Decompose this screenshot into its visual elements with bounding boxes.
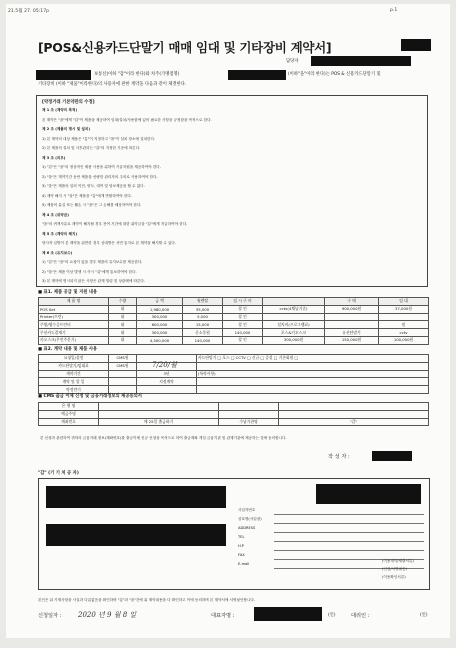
table-cell: (특약사항) bbox=[197, 370, 429, 378]
cms-extra-cell bbox=[219, 403, 279, 411]
seal-mark: (인) bbox=[328, 613, 336, 618]
party-field-label: FAX bbox=[238, 553, 245, 557]
date-label: 신청일자 : bbox=[38, 613, 62, 619]
table-row bbox=[39, 403, 429, 411]
table-cell: 35,000 bbox=[183, 305, 223, 313]
table-cell: 대 bbox=[109, 305, 137, 313]
terms-line: 3) 본 계약에 명시되지 않은 사항은 관계 법령 및 상관례에 따른다. bbox=[42, 279, 146, 283]
table-cell: 100,000원 bbox=[379, 336, 429, 344]
table-row bbox=[39, 355, 429, 363]
table-cell: 300,000 bbox=[137, 329, 183, 337]
terms-line: 2) "을"은 제품 이상 발생 시 즉시 "갑"에게 통보하여야 한다. bbox=[42, 269, 137, 274]
cms-extra-cell bbox=[219, 410, 279, 418]
table-cell: POS Set bbox=[39, 305, 109, 313]
terms-line: 제 6 조 (유지보수) bbox=[42, 250, 73, 255]
field-underline bbox=[274, 541, 424, 542]
intro-line-3: 기타장비 (이하 "제품"이라한다)의 사용자에 관한 계약을 다음과 같이 체결한다. bbox=[38, 82, 187, 87]
party-field-label: ADDRESS bbox=[238, 526, 256, 530]
contract-table bbox=[38, 354, 429, 394]
contract-page bbox=[6, 4, 450, 638]
cms-value-cell: 매 25일 출금하기 bbox=[99, 418, 219, 426]
redaction-block bbox=[401, 39, 431, 51]
table1-caption: ■ 표1. 제품 공급 및 지원 내용 bbox=[38, 290, 98, 295]
table-cell: 키오스크(무인주문기) bbox=[39, 336, 109, 344]
table-cell: 카드단말기 □ 포스 □ CCTV □ 신규 □ 증설 □ 기존회원 □ bbox=[197, 355, 429, 363]
table-cell: 유선단말기 bbox=[325, 329, 379, 337]
table-cell: 300,000 bbox=[137, 313, 183, 321]
intro-line-2: (이하"을"이라 한다)는 POS & 신용카드단말기 및 bbox=[288, 72, 381, 77]
table-cell: 150,000원 bbox=[325, 336, 379, 344]
table-cell bbox=[325, 313, 379, 321]
terms-line: 제 1 조 (계약의 목적) bbox=[42, 108, 78, 112]
terms-line: "을"의 귀책사유로 계약이 해지될 경우 잔여 기간에 대한 위약금을 "갑"에게 지급하여야 한다. bbox=[42, 222, 188, 226]
redaction-block bbox=[36, 70, 91, 80]
table-header-cell: 수량 bbox=[109, 298, 137, 306]
redaction-block bbox=[372, 451, 412, 461]
table-cell: Printer(프린) bbox=[39, 313, 109, 321]
table-cell: 포스&키오스크 bbox=[263, 329, 325, 337]
terms-box bbox=[36, 95, 428, 287]
table-row bbox=[39, 370, 429, 378]
field-underline bbox=[274, 550, 424, 551]
table-cell: cctv bbox=[379, 329, 429, 337]
terms-line: 당사자 일방이 본 계약을 위반한 경우 상대방은 서면 통지로 본 계약을 해지할 수 있다. bbox=[42, 241, 177, 245]
party-check-note: (이용확인서류) bbox=[382, 575, 406, 579]
table-header-cell: 제 품 명 bbox=[39, 298, 109, 306]
cms-label-cell: 계좌번호 bbox=[39, 418, 99, 426]
field-underline bbox=[274, 523, 424, 524]
table-header-cell: 금 액 bbox=[137, 298, 183, 306]
table-row bbox=[39, 305, 429, 313]
terms-line: 제 4 조 (위약금) bbox=[42, 212, 69, 217]
table-cell: 대 bbox=[109, 336, 137, 344]
table-cell: 140,000 bbox=[183, 336, 223, 344]
table-cell: 대 bbox=[109, 313, 137, 321]
table-header-cell bbox=[263, 298, 325, 306]
party-check-note: (이용계약/제출서류) bbox=[382, 559, 414, 563]
terms-line: 2) 본 제품의 설치 및 사후관리는 "갑"의 지정한 기준에 따른다. bbox=[42, 146, 141, 150]
table-cell: 설치비(프로그램료) bbox=[263, 321, 325, 329]
table-header-cell: 구 매 bbox=[325, 298, 379, 306]
redaction-block bbox=[46, 524, 226, 546]
cms-table bbox=[38, 402, 429, 426]
cms-extra-cell bbox=[279, 410, 429, 418]
cms-value-cell bbox=[99, 410, 219, 418]
terms-line: 2) "을"은 계약기간 동안 제품을 선량한 관리자의 주의로 사용하여야 한다. bbox=[42, 174, 158, 179]
table-cell: 지정계약 bbox=[137, 378, 197, 386]
table-cell: 약정만기 bbox=[39, 386, 109, 394]
party-field-label: 상호명(사업장) bbox=[238, 517, 262, 521]
terms-line: 제 2 조 (제품의 명시 및 설치) bbox=[42, 127, 91, 131]
handwritten-date: 7/20/월 bbox=[152, 361, 177, 369]
table-cell: 할 인 bbox=[223, 321, 263, 329]
terms-line: 5) 제품의 분실 또는 훼손 시 "을"은 그 손해를 배상하여야 한다. bbox=[42, 203, 142, 207]
table-cell: 중소후원 bbox=[183, 329, 223, 337]
fax-page-number: p.1 bbox=[390, 8, 398, 13]
table-header-cell: 임 대 bbox=[379, 298, 429, 306]
table-cell: CMS원 bbox=[109, 362, 137, 370]
cms-extra-cell: "갑" bbox=[279, 418, 429, 426]
party-field-label: E-mail bbox=[238, 562, 250, 566]
table-cell: 할 인 bbox=[223, 313, 263, 321]
party-check-note: (인감/서명필증) bbox=[382, 567, 407, 571]
table-cell: 4,500,000 bbox=[137, 336, 183, 344]
redaction-block bbox=[316, 484, 421, 504]
table-row bbox=[39, 336, 429, 344]
product-table bbox=[38, 297, 429, 345]
table-cell bbox=[137, 386, 197, 394]
table-row bbox=[39, 329, 429, 337]
table2-caption: ■ 표2. 계약 내용 및 제품 사용 bbox=[38, 347, 98, 352]
party-field-label: H.P bbox=[238, 544, 244, 548]
agent-label: 대리인 : bbox=[351, 613, 370, 619]
terms-line: 3) "을"은 제품의 임의 이전, 양도, 대여 및 담보제공을 할 수 없다. bbox=[42, 184, 145, 188]
table-cell: CMS원 bbox=[109, 355, 137, 363]
cms-value-cell bbox=[99, 403, 219, 411]
table-header-cell: 임 시 구 비 bbox=[223, 298, 263, 306]
table-cell: 300,000원 bbox=[263, 336, 325, 344]
date-value: 2020 년 9 월 8 일 bbox=[78, 611, 137, 619]
table-header-cell: 월렌탈 bbox=[183, 298, 223, 306]
table-cell: 카드단말기/임대료 bbox=[39, 362, 109, 370]
table-row bbox=[39, 362, 429, 370]
footer-statement: 본인은 위 기재사항을 사실과 다름없음을 확인하며 "갑"과 "을"간에 위 계약내용을 다 확인하고 이에 동의하며 본 계약서에 서명날인합니다. bbox=[38, 598, 255, 602]
terms-line: 1) 본 계약의 대상 제품은 "갑"이 지정하고 "을"이 설치 장소에 설치한다. bbox=[42, 136, 156, 141]
party-field-label: TEL bbox=[238, 535, 245, 539]
table-cell bbox=[197, 362, 429, 370]
document-title: [POS&신용카드단말기 매매 임대 및 기타장비 계약서] bbox=[38, 40, 332, 55]
table-cell: 37,000원 bbox=[379, 305, 429, 313]
representative-label: 대표자명 : bbox=[211, 613, 235, 619]
table-cell bbox=[197, 378, 429, 386]
table-cell bbox=[263, 313, 325, 321]
table-row bbox=[39, 313, 429, 321]
terms-line: 제 3 조 (의무) bbox=[42, 155, 66, 160]
terms-line: 1) "갑"은 "을"의 정상적인 제품 사용을 위하여 기술지원을 제공하여야 한다. bbox=[42, 165, 161, 169]
table-cell: 15,000 bbox=[183, 321, 223, 329]
table-cell: 주방/영수증프린터 bbox=[39, 321, 109, 329]
party-field-label: 사업자번호 bbox=[238, 508, 256, 512]
table-cell bbox=[379, 313, 429, 321]
redaction-block bbox=[46, 486, 226, 508]
terms-line: 1) "갑"은 "을"의 요청이 있을 경우 제품의 유지보수를 제공한다. bbox=[42, 260, 143, 264]
table-cell bbox=[197, 386, 429, 394]
table-cell: 대 bbox=[109, 321, 137, 329]
table-cell: 요청일/결정 bbox=[39, 355, 109, 363]
fax-header: 21.5월 27. 05:17p bbox=[8, 9, 50, 14]
table-cell: 5,000 bbox=[183, 313, 223, 321]
table-cell: 3년 bbox=[137, 370, 197, 378]
table-cell: 1,980,000 bbox=[137, 305, 183, 313]
table-cell: 계약기간 bbox=[39, 370, 109, 378]
cms-label-cell: 은 행 명 bbox=[39, 403, 99, 411]
terms-line: 본 계약은 "을"에게 "갑"이 제품을 제공하여 임대/설치/사용함에 있어 필요한 사항을 규정함을 목적으로 한다. bbox=[42, 117, 212, 122]
table-cell: cctv(4채널기준) bbox=[263, 305, 325, 313]
table-cell bbox=[109, 378, 137, 386]
intro-line-1: 보통신(이하 "갑"이라 한다)와 차주(가맹점명) bbox=[94, 72, 180, 77]
table-cell: 할 인 bbox=[223, 305, 263, 313]
terms-heading: [약정거래 기본약관의 수정] bbox=[42, 100, 95, 105]
table-cell bbox=[109, 370, 137, 378]
redaction-block bbox=[311, 56, 411, 66]
writer-label: 작 성 자 : bbox=[328, 454, 350, 460]
cms-label-cell: 예금주명 bbox=[39, 410, 99, 418]
table-cell bbox=[325, 321, 379, 329]
redaction-block bbox=[254, 607, 322, 621]
table-cell: 대 bbox=[109, 329, 137, 337]
cms-extra-cell: 수납기관명 bbox=[219, 418, 279, 426]
table-cell: 140,000 bbox=[223, 329, 263, 337]
table-cell: 무선카드결제기 bbox=[39, 329, 109, 337]
table-row bbox=[39, 418, 429, 426]
seal-mark-2: (인) bbox=[420, 613, 428, 618]
cms-consent: 본 신청과 관련하여 귀하의 금융거래 정보(계좌번호)를 출금이체 신규 신청을 목적으로 하여 출금계좌 개설 금융기관 및 관계기관에 제공하는 것에 동의합니다. bbox=[40, 436, 287, 440]
cms-extra-cell bbox=[279, 403, 429, 411]
terms-line: 제 5 조 (계약의 해지) bbox=[42, 231, 78, 236]
table-row bbox=[39, 378, 429, 386]
table-cell: 600,000 bbox=[137, 321, 183, 329]
table-cell: 계약 및 할 일 bbox=[39, 378, 109, 386]
redaction-block bbox=[228, 70, 286, 80]
table-cell: 할 인 bbox=[223, 336, 263, 344]
table-cell: 원 bbox=[379, 321, 429, 329]
field-underline bbox=[274, 532, 424, 533]
field-underline bbox=[274, 514, 424, 515]
manager-label: 담당자 bbox=[286, 59, 299, 64]
party-heading: "갑" (기 기 처 공 자) bbox=[38, 471, 79, 476]
table-row bbox=[39, 321, 429, 329]
cms-caption: ■ CMS 출금 이체 신청 및 금융거래정보의 제공동의서 bbox=[38, 394, 142, 399]
terms-line: 4) 계약 해지 시 "을"은 제품을 "갑"에게 반환하여야 한다. bbox=[42, 193, 133, 198]
table-cell: 900,000원 bbox=[325, 305, 379, 313]
table-row bbox=[39, 410, 429, 418]
